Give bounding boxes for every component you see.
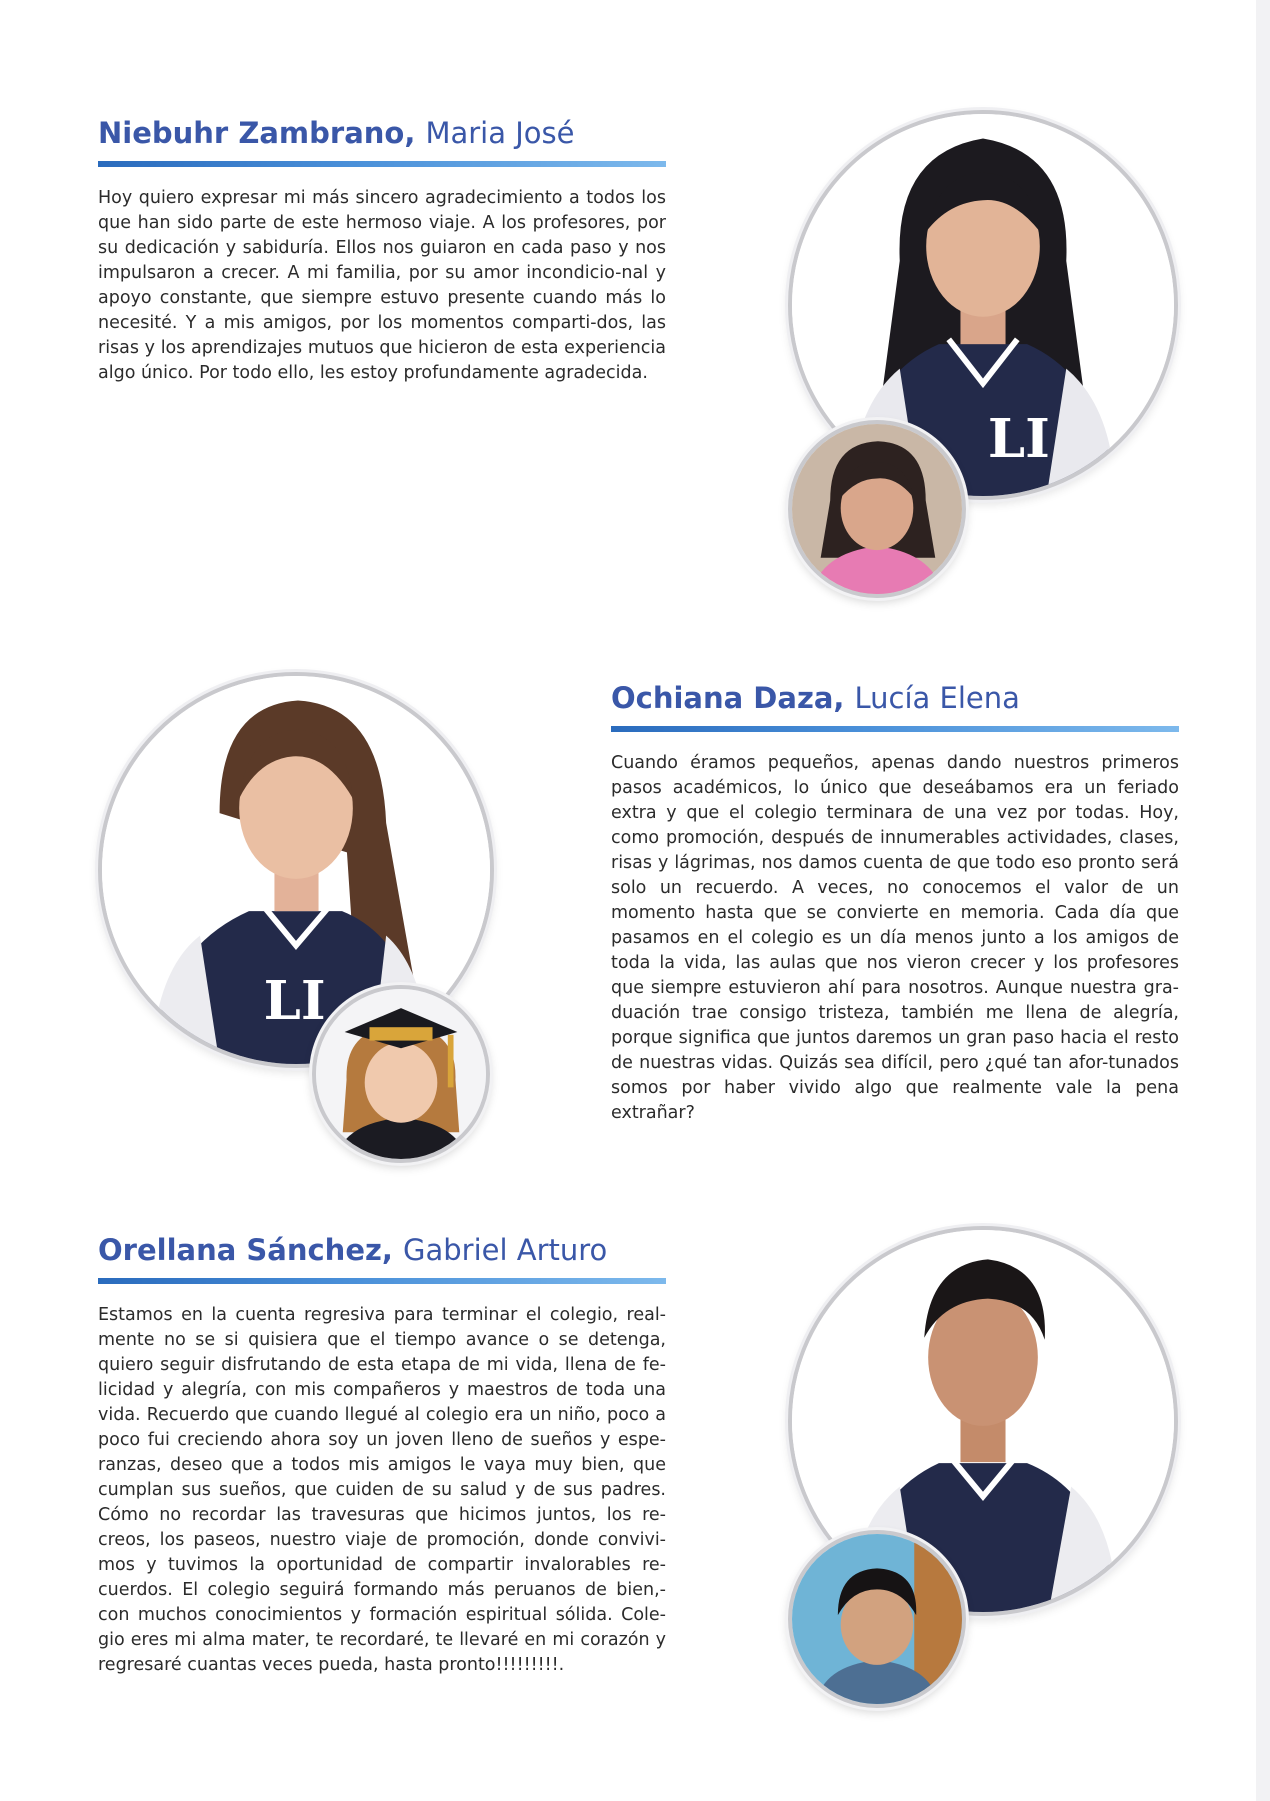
student-name-heading	[98, 1232, 607, 1268]
student-bio: Estamos en la cuenta regresiva para terminar el colegio, real-mente no se si quisiera que el tiempo avance o se detenga, quiero seguir disfrutando de esta etapa de mi vida, llena de fe-licidad y alegría, con mis compañeros y maestros de toda una vida. Recuerdo que cuando llegué al colegio era un niño, poco a poco fui creciendo ahora soy un joven lleno de sueños y espe-ranzas, deseo que a todos mis amigos le vaya muy bien, que cumplan sus sueños, que cuiden de su salud y de sus padres. Cómo no recordar las travesuras que hicimos juntos, los re-creos, los paseos, nuestro viaje de promoción, donde convivi-mos y tuvimos la oportunidad de compartir invalorables re-cuerdos. El colegio seguirá formando más peruanos de bien,-con muchos conocimientos y formación espiritual sólida. Cole-gio eres mi alma mater, te recordaré, te llevaré en mi corazón y regresaré cuantas veces pueda, hasta pronto!!!!!!!!!.	[98, 1305, 666, 1675]
student-bio: Hoy quiero expresar mi más sincero agradecimiento a todos los que han sido parte de este hermoso viaje. A los profesores, por su dedicación y sabiduría. Ellos nos guiaron en cada paso y nos impulsaron a crecer. A mi familia, por su amor incondicio-nal y apoyo constante, que siempre estuvo presente cuando más lo necesité. Y a mis amigos, por los momentos comparti-dos, las risas y los aprendizajes mutuos que hicieron de esta experiencia algo único. Por todo ello, les estoy profundamente agradecida.	[98, 188, 666, 383]
student-given-name: Maria José	[425, 116, 575, 150]
student-bio: Cuando éramos pequeños, apenas dando nuestros primeros pasos académicos, lo único que deseábamos era un feriado extra y que el colegio terminara de una vez por todas. Hoy, como promoción, después de innumerables actividades, clases, risas y lágrimas, nos damos cuenta de que todo eso pronto será solo un recuerdo. A veces, no conocemos el valor de un momento hasta que se convierte en memoria. Cada día que pasamos en el colegio es un día menos junto a los amigos de toda la vida, las aulas que nos vieron crecer y los profesores que siempre estuvieron ahí para nosotros. Aunque nuestra gra-duación trae consigo tristeza, también me llena de alegría, porque significa que juntos daremos un gran paso hacia el resto de nuestras vidas. Quizás sea difícil, pero ¿qué tan afor-tunados somos por haber vivido algo que realmente vale la pena extrañar?	[611, 753, 1179, 1123]
heading-underline	[98, 1278, 666, 1284]
student-surname: Ochiana Daza,	[611, 681, 845, 715]
student-surname: Orellana Sánchez,	[98, 1233, 393, 1267]
svg-text:LI: LI	[263, 969, 326, 1032]
student-surname: Niebuhr Zambrano,	[98, 116, 416, 150]
childhood-photo	[788, 1530, 966, 1708]
student-given-name: Lucía Elena	[854, 681, 1020, 715]
svg-text:LI: LI	[987, 407, 1050, 470]
student-given-name: Gabriel Arturo	[403, 1233, 608, 1267]
